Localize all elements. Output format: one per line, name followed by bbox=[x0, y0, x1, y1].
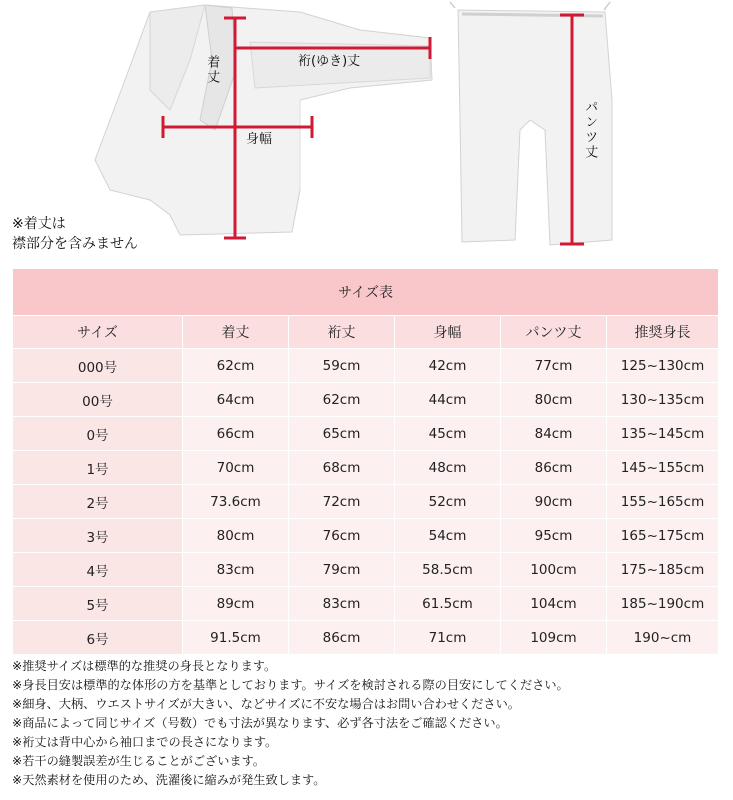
mihaba-cell: 45cm bbox=[395, 417, 501, 451]
height-cell: 175~185cm bbox=[607, 553, 719, 587]
size-cell: 000号 bbox=[13, 349, 183, 383]
column-header-yuki: 裄丈 bbox=[289, 316, 395, 349]
note-line: ※身長目安は標準的な体形の方を基準としております。サイズを検討される際の目安にしてください。 bbox=[12, 678, 569, 692]
column-header-pants: パンツ丈 bbox=[501, 316, 607, 349]
pants-cell: 80cm bbox=[501, 383, 607, 417]
pants-length-label: パンツ丈 bbox=[582, 100, 598, 160]
mihaba-cell: 58.5cm bbox=[395, 553, 501, 587]
size-cell: 0号 bbox=[13, 417, 183, 451]
mihaba-cell: 42cm bbox=[395, 349, 501, 383]
size-cell: 2号 bbox=[13, 485, 183, 519]
kitake-cell: 70cm bbox=[183, 451, 289, 485]
pants-cell: 104cm bbox=[501, 587, 607, 621]
table-row bbox=[13, 383, 719, 417]
collar-note bbox=[12, 214, 138, 254]
kitake-cell: 89cm bbox=[183, 587, 289, 621]
jacket-image bbox=[95, 5, 432, 235]
note-line: ※裄丈は背中心から袖口までの長さになります。 bbox=[12, 735, 278, 749]
mihaba-cell: 71cm bbox=[395, 621, 501, 655]
yuki-cell: 62cm bbox=[289, 383, 395, 417]
yuki-cell: 79cm bbox=[289, 553, 395, 587]
pants-cell: 100cm bbox=[501, 553, 607, 587]
height-cell: 135~145cm bbox=[607, 417, 719, 451]
yuki-cell: 65cm bbox=[289, 417, 395, 451]
mihaba-label: 身幅 bbox=[246, 132, 273, 147]
table-title: サイズ表 bbox=[13, 269, 719, 316]
kitake-cell: 91.5cm bbox=[183, 621, 289, 655]
pants-cell: 77cm bbox=[501, 349, 607, 383]
kitake-cell: 73.6cm bbox=[183, 485, 289, 519]
notes-list bbox=[12, 657, 569, 790]
kitake-cell: 83cm bbox=[183, 553, 289, 587]
mihaba-cell: 52cm bbox=[395, 485, 501, 519]
collar-note-line: 襟部分を含みません bbox=[12, 236, 138, 252]
column-header-mihaba: 身幅 bbox=[395, 316, 501, 349]
table-row bbox=[13, 553, 719, 587]
size-cell: 00号 bbox=[13, 383, 183, 417]
height-cell: 190~cm bbox=[607, 621, 719, 655]
pants-cell: 95cm bbox=[501, 519, 607, 553]
table-row bbox=[13, 519, 719, 553]
note-line: ※細身、大柄、ウエストサイズが大きい、などサイズに不安な場合はお問い合わせください。 bbox=[12, 697, 520, 711]
pants-cell: 84cm bbox=[501, 417, 607, 451]
collar-note-line: ※着丈は bbox=[12, 216, 66, 232]
table-row bbox=[13, 485, 719, 519]
pants-cell: 109cm bbox=[501, 621, 607, 655]
size-cell: 1号 bbox=[13, 451, 183, 485]
height-cell: 125~130cm bbox=[607, 349, 719, 383]
pants-cell: 86cm bbox=[501, 451, 607, 485]
kitake-label: 着丈 bbox=[204, 55, 220, 85]
table-row bbox=[13, 349, 719, 383]
size-cell: 5号 bbox=[13, 587, 183, 621]
size-cell: 4号 bbox=[13, 553, 183, 587]
height-cell: 185~190cm bbox=[607, 587, 719, 621]
height-cell: 155~165cm bbox=[607, 485, 719, 519]
mihaba-cell: 61.5cm bbox=[395, 587, 501, 621]
pants-cell: 90cm bbox=[501, 485, 607, 519]
yuki-cell: 59cm bbox=[289, 349, 395, 383]
note-line: ※天然素材を使用のため、洗濯後に縮みが発生致します。 bbox=[12, 773, 326, 787]
column-header-size: サイズ bbox=[13, 316, 183, 349]
yuki-cell: 86cm bbox=[289, 621, 395, 655]
yuki-cell: 83cm bbox=[289, 587, 395, 621]
column-header-height: 推奨身長 bbox=[607, 316, 719, 349]
mihaba-cell: 44cm bbox=[395, 383, 501, 417]
kitake-cell: 62cm bbox=[183, 349, 289, 383]
mihaba-cell: 54cm bbox=[395, 519, 501, 553]
yuki-label: 裄(ゆき)丈 bbox=[298, 54, 361, 69]
table-row bbox=[13, 417, 719, 451]
size-cell: 6号 bbox=[13, 621, 183, 655]
mihaba-cell: 48cm bbox=[395, 451, 501, 485]
table-row bbox=[13, 587, 719, 621]
kitake-cell: 66cm bbox=[183, 417, 289, 451]
table-row bbox=[13, 621, 719, 655]
table-header-row bbox=[13, 316, 719, 349]
column-header-kitake: 着丈 bbox=[183, 316, 289, 349]
note-line: ※推奨サイズは標準的な推奨の身長となります。 bbox=[12, 659, 277, 673]
note-line: ※商品によって同じサイズ（号数）でも寸法が異なります、必ず各寸法をご確認ください。 bbox=[12, 716, 508, 730]
height-cell: 145~155cm bbox=[607, 451, 719, 485]
kitake-cell: 80cm bbox=[183, 519, 289, 553]
yuki-cell: 72cm bbox=[289, 485, 395, 519]
height-cell: 165~175cm bbox=[607, 519, 719, 553]
note-line: ※若干の縫製誤差が生じることがございます。 bbox=[12, 754, 265, 768]
size-table bbox=[12, 268, 719, 655]
table-row bbox=[13, 451, 719, 485]
kitake-cell: 64cm bbox=[183, 383, 289, 417]
size-cell: 3号 bbox=[13, 519, 183, 553]
yuki-cell: 76cm bbox=[289, 519, 395, 553]
yuki-cell: 68cm bbox=[289, 451, 395, 485]
height-cell: 130~135cm bbox=[607, 383, 719, 417]
